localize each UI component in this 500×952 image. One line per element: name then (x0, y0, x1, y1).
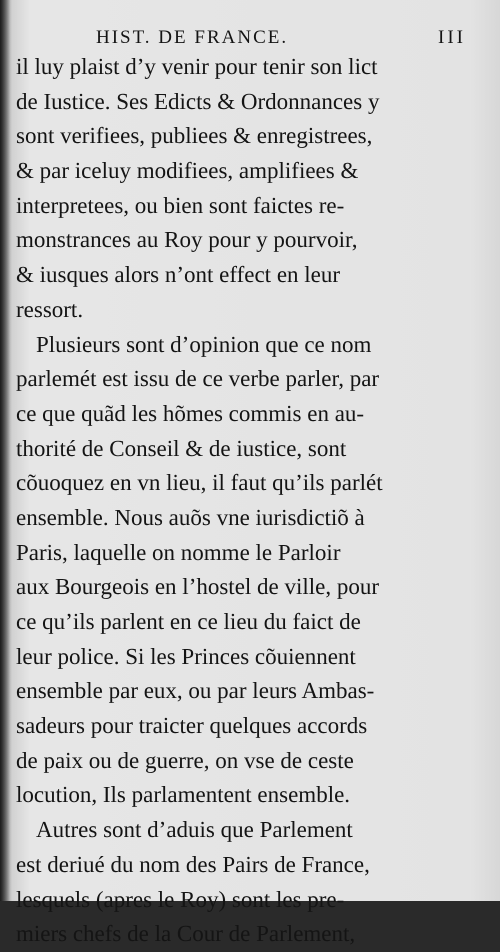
text-line-13: cõuoquez en vn lieu, il faut qu’ils parlét (16, 470, 383, 496)
text-line-16: aux Bourgeois en l’hostel de ville, pour (16, 574, 380, 600)
text-line-10: parlemét est issu de ce verbe parler, par (16, 366, 380, 392)
text-line-1: il luy plaist d’y venir pour tenir son lict (16, 54, 378, 79)
body-text (16, 50, 471, 952)
text-line-9: Plusieurs sont d’opinion que ce nom (36, 331, 372, 357)
text-line-2: de Iustice. Ses Edicts & Ordonnances y (16, 88, 380, 114)
text-line-21: de paix ou de guerre, on vse de ceste (16, 747, 354, 773)
text-line-5: interpretees, ou bien sont faictes re- (16, 192, 345, 218)
text-line-25: lesquels (apres le Roy) sont les pre- (16, 886, 345, 912)
page-number: III (438, 27, 466, 48)
text-line-22: locution, Ils parlamentent ensemble. (16, 782, 351, 808)
text-line-19: ensemble par eux, ou par leurs Ambas- (16, 678, 375, 704)
text-line-14: ensemble. Nous auõs vne iurisdictiõ à (16, 504, 365, 530)
text-line-17: ce qu’ils parlent en ce lieu du faict de (16, 609, 361, 634)
running-head: HIST. DE FRANCE. (96, 27, 289, 48)
text-line-7: & iusques alors n’ont effect en leur (16, 262, 341, 288)
text-line-11: ce que quãd les hõmes commis en au- (16, 400, 365, 426)
text-line-12: thorité de Conseil & de iustice, sont (16, 435, 347, 461)
text-line-24: est deriué du nom des Pairs de France, (16, 851, 370, 877)
text-line-15: Paris, laquelle on nomme le Parloir (16, 539, 341, 565)
text-line-23: Autres sont d’aduis que Parlement (36, 817, 353, 843)
text-line-4: & par iceluy modifiees, amplifiees & (16, 158, 359, 184)
text-line-26: miers chefs de la Cour de Parlement, (16, 921, 356, 947)
text-line-3: sont verifiees, publiees & enregistrees, (16, 123, 373, 149)
text-line-18: leur police. Si les Princes cõuiennent (16, 643, 356, 669)
text-line-8: ressort. (16, 296, 84, 322)
page-header (96, 24, 466, 52)
text-line-6: monstrances au Roy pour y pourvoir, (16, 227, 358, 253)
binding-shadow (0, 0, 12, 901)
text-line-20: sadeurs pour traicter quelques accords (16, 713, 368, 739)
